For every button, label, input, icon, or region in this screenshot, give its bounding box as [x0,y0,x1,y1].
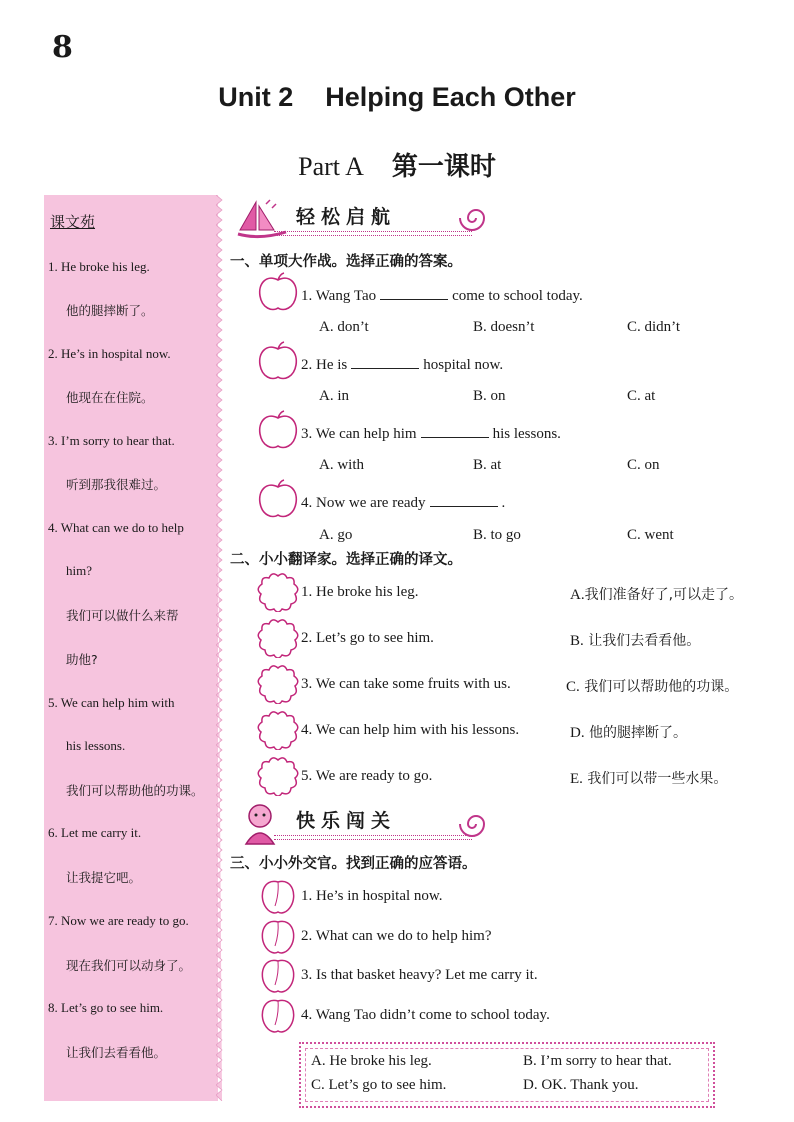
dialogue-item: 1. He’s in hospital now. [301,888,443,904]
sidebar-line: 听到那我很难过。 [66,477,167,492]
cartoon-character-icon [230,800,290,848]
banner-title: 快乐闯关 [296,810,397,832]
question-text: his lessons. [492,426,561,442]
question-4 [301,492,505,512]
flower-icon [257,618,299,658]
sidebar-line: 助他? [66,652,98,667]
banner-rule [274,231,472,236]
banner-rule [274,835,472,840]
option-c[interactable]: C. didn’t [627,319,681,335]
sidebar-line: 他的腿摔断了。 [66,303,154,318]
question-text: 2. He is [301,357,348,373]
page-number: 8 [52,30,73,65]
sidebar-line: 现在我们可以动身了。 [66,958,192,973]
question-3 [301,423,561,443]
response-option-c[interactable]: C. Let’s go to see him. [311,1077,447,1093]
sidebar-line: 我们可以帮助他的功课。 [66,783,204,798]
apple-icon [256,272,300,314]
dialogue-item: 4. Wang Tao didn’t come to school today. [301,1007,550,1023]
response-option-d[interactable]: D. OK. Thank you. [523,1077,639,1093]
option-text: 他的腿摔断了。 [589,725,688,741]
sidebar-edge [216,195,224,1101]
question-text: hospital now. [423,357,504,373]
section2-heading: 二、小小翻译家。选择正确的译文。 [230,552,462,568]
part-label: Part A [298,152,364,181]
banner-easy-start [230,196,512,242]
apple-icon [256,410,300,452]
apple-icon [256,479,300,521]
option-a[interactable]: A. in [319,388,349,404]
option-letter: C. [566,679,580,695]
lesson-subtitle [0,146,794,183]
translation-item: 5. We are ready to go. [301,768,433,784]
unit-name: Helping Each Other [325,82,576,112]
answer-blank[interactable] [351,354,419,369]
option-a[interactable]: A. go [319,527,353,543]
banner-happy-challenge [230,800,512,846]
sidebar-line: 我们可以做什么来帮 [66,608,179,623]
option-text: 我们可以帮助他的功课。 [584,679,739,695]
apple-icon [256,341,300,383]
option-letter: D. [570,725,585,741]
option-text: 我们可以带一些水果。 [587,771,728,787]
question-text: 3. We can help him [301,426,417,442]
sidebar-line: 2. He’s in hospital now. [48,346,171,361]
sidebar-line: 让我们去看看他。 [66,1045,167,1060]
translation-option[interactable] [570,768,727,788]
option-text: 我们准备好了,可以走了。 [584,587,744,603]
option-b[interactable]: B. to go [473,527,521,543]
peach-icon [259,916,297,956]
question-1 [301,285,583,305]
sidebar-line: 1. He broke his leg. [48,259,150,274]
flower-icon [257,756,299,796]
sidebar-line: 3. I’m sorry to hear that. [48,433,175,448]
sidebar-line: 7. Now we are ready to go. [48,913,189,928]
translation-option[interactable] [570,722,687,742]
answer-blank[interactable] [380,285,448,300]
translation-item: 4. We can help him with his lessons. [301,722,520,738]
sidebar-line: 让我提它吧。 [66,870,142,885]
question-text: 1. Wang Tao [301,288,377,304]
peach-icon [259,995,297,1035]
question-text: come to school today. [452,288,583,304]
sidebar-line: 6. Let me carry it. [48,825,142,840]
option-text: 让我们去看看他。 [588,633,701,649]
translation-option[interactable] [570,584,743,604]
question-2 [301,354,503,374]
sidebar-line: 5. We can help him with [48,695,175,710]
flower-icon [257,664,299,704]
unit-number: Unit 2 [218,82,294,112]
translation-item: 2. Let’s go to see him. [301,630,434,646]
peach-icon [259,955,297,995]
option-c[interactable]: C. at [627,388,656,404]
response-option-b[interactable]: B. I’m sorry to hear that. [523,1053,672,1069]
translation-item: 3. We can take some fruits with us. [301,676,511,692]
answer-blank[interactable] [421,423,489,438]
option-c[interactable]: C. on [627,457,660,473]
option-c[interactable]: C. went [627,527,674,543]
lesson-label: 第一课时 [391,152,496,182]
sidebar-line: him? [66,563,92,578]
translation-item: 1. He broke his leg. [301,584,419,600]
section1-heading: 一、单项大作战。选择正确的答案。 [230,254,462,270]
banner-title: 轻松启航 [296,206,397,228]
dialogue-item: 3. Is that basket heavy? Let me carry it. [301,967,538,983]
option-a[interactable]: A. with [319,457,364,473]
response-option-a[interactable]: A. He broke his leg. [311,1053,432,1069]
peach-icon [259,876,297,916]
flower-icon [257,572,299,612]
option-a[interactable]: A. don’t [319,319,369,335]
option-letter: B. [570,633,584,649]
swirl-icon [452,198,492,238]
question-text: . [501,495,506,511]
dialogue-item: 2. What can we do to help him? [301,928,492,944]
sidebar-line: 8. Let’s go to see him. [48,1000,164,1015]
sidebar-title: 课文苑 [50,213,96,231]
option-letter: E. [570,771,583,787]
question-text: 4. Now we are ready [301,495,426,511]
text-sidebar [44,195,218,1101]
sidebar-line: 4. What can we do to help [48,520,184,535]
option-b[interactable]: B. on [473,388,506,404]
option-letter: A. [570,587,585,603]
sidebar-line: his lessons. [66,738,126,753]
option-b[interactable]: B. doesn’t [473,319,535,335]
flower-icon [257,710,299,750]
swirl-icon [452,804,492,844]
response-options-box [299,1042,715,1108]
section3-heading: 三、小小外交官。找到正确的应答语。 [230,856,477,872]
translation-option[interactable] [566,676,738,696]
option-b[interactable]: B. at [473,457,502,473]
translation-option[interactable] [570,630,700,650]
unit-title [0,82,794,113]
sidebar-line: 他现在在住院。 [66,390,154,405]
answer-blank[interactable] [430,492,498,507]
